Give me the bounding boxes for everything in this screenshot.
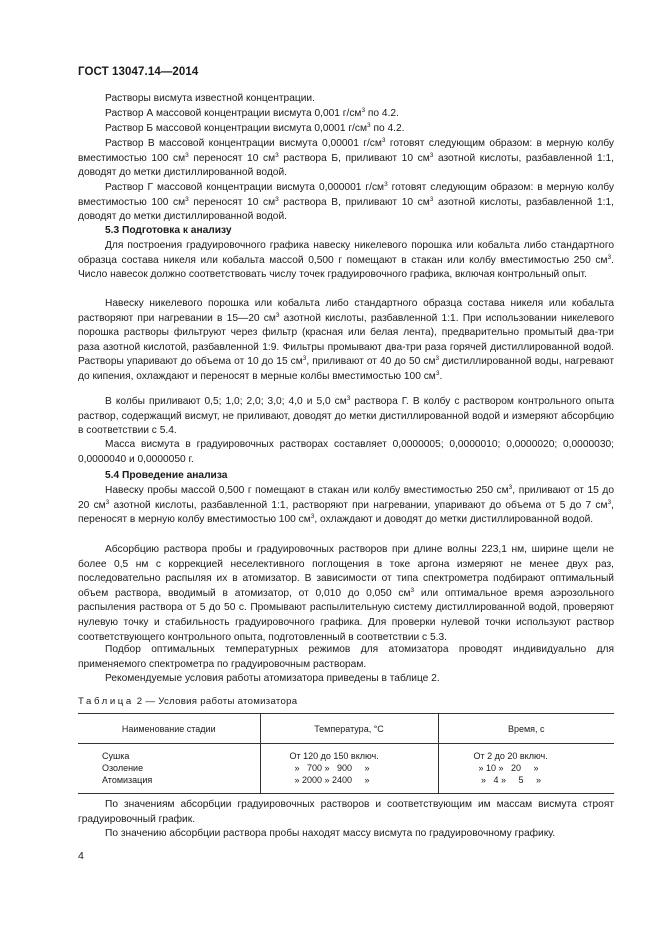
superscript-three: 3 — [275, 151, 279, 159]
table-caption-word: Таблица — [78, 696, 134, 707]
stage-cell — [78, 744, 260, 794]
paragraph: Рекомендуемые условия работы атомизатора приведены в таблице 2. — [105, 673, 440, 684]
atomizer-conditions-table — [78, 713, 614, 794]
superscript-three: 3 — [275, 195, 279, 203]
table-caption — [78, 696, 297, 707]
paragraph: Растворы висмута известной концентрации. — [105, 93, 315, 104]
superscript-three: 3 — [367, 122, 371, 129]
paragraph: Масса висмута в градуировочных растворах составляет 0,0000005; 0,0000010; 0,0000020; 0,0000030; 0,0000040 и 0,0000050 г. — [78, 439, 614, 465]
section-heading-5-4: 5.4 Проведение анализа — [105, 470, 228, 481]
superscript-three: 3 — [275, 311, 280, 319]
paragraph: Раствор Г массовой концентрации висмута 0,000001 $г/см^3$ готовят следующим образом: в мерную колбу вместимостью 100 $см^3$ переносят 10 $см^3$ раствора В, приливают 10 $см^3$ азотной кислоты, разбавленной 1:1, доводят до метки дистиллированной водой. — [78, 181, 614, 223]
superscript-three: 3 — [185, 195, 189, 203]
superscript-three: 3 — [429, 195, 434, 203]
header-stage: Наименование стадии — [78, 714, 260, 744]
superscript-three: 3 — [429, 151, 434, 159]
superscript-three: 3 — [346, 395, 351, 402]
table-header-row — [78, 714, 614, 744]
header-time: Время, с — [438, 714, 614, 744]
time-value: » 4 » 5 » — [473, 775, 542, 785]
superscript-three: 3 — [607, 498, 612, 506]
superscript-three: 3 — [310, 513, 315, 521]
temperature-value: » 2000 » 2400 » — [289, 775, 370, 785]
superscript-three: 3 — [435, 355, 440, 363]
paragraph: Раствор А массовой концентрации висмута 0,001 $г/см^3$ по 4.2. — [105, 107, 399, 119]
superscript-three: 3 — [105, 498, 110, 506]
paragraph: В колбы приливают 0,5; 1,0; 2,0; 3,0; 4,0 и 5,0 $см^3$ раствора Г. В колбу с раствором контрольного опыта раствор, содержащий висмут, не приливают, доводят до метки дистиллированной водой и измеряют абсорбцию в соответствии с 5.4. — [78, 395, 614, 437]
stage-name: Озоление — [102, 763, 144, 773]
paragraph: Раствор Б массовой концентрации висмута 0,0001 $г/см^3$ по 4.2. — [105, 122, 405, 134]
superscript-three: 3 — [435, 369, 440, 377]
paragraph: По значению абсорбции раствора пробы находят массу висмута по градуировочному графику. — [105, 828, 556, 839]
superscript-three: 3 — [410, 586, 415, 594]
paragraph: Для построения градуировочного графика навеску никелевого порошка или кобальта либо стандартного образца состава никеля или кобальта массой 0,500 г помещают в стакан или колбу вместимостью 250 $см^3$. Число навесок должно соответствовать числу точек градуировочного графика, включая контрольный опыт. — [78, 240, 614, 281]
time-cell — [438, 744, 614, 794]
paragraph: Раствор В массовой концентрации висмута 0,00001 $г/см^3$ готовят следующим образом: в мерную колбу вместимостью 100 $см^3$ переносят 10 $см^3$ раствора Б, приливают 10 $см^3$ азотной кислоты, разбавленной 1:1, доводят до метки дистиллированной водой. — [78, 137, 614, 179]
time-value: » 10 » 20 » — [473, 763, 539, 773]
superscript-three: 3 — [381, 137, 386, 144]
temperature-value: От 120 до 150 включ. — [289, 751, 379, 761]
table-row — [78, 744, 614, 794]
paragraph: Навеску пробы массой 0,500 г помещают в стакан или колбу вместимостью 250 $см^3$, приливают от 15 до 20 $см^3$ азотной кислоты, разбавленной 1:1, растворяют при нагревании, упаривают до объема от 5 до 7 $см^3$, переносят в мерную колбу вместимостью 100 $см^3$, охлаждают и доводят до метки дистиллированной водой. — [78, 484, 615, 526]
section-heading-5-3: 5.3 Подготовка к анализу — [105, 225, 232, 236]
stage-name: Сушка — [102, 751, 130, 761]
superscript-three: 3 — [302, 355, 307, 363]
superscript-three: 3 — [508, 484, 513, 491]
stage-name: Атомизация — [102, 775, 153, 785]
superscript-three: 3 — [361, 107, 366, 114]
temperature-cell — [260, 744, 438, 794]
superscript-three: 3 — [607, 253, 612, 261]
paragraph: Подбор оптимальных температурных режимов для атомизатора проводят индивидуально для применяемого спектрометра по градуировочным растворам. — [78, 644, 614, 670]
paragraph: Абсорбцию раствора пробы и градуировочных растворов при длине волны 223,1 нм, ширине щели не более 0,5 нм с коррекцией неселективного поглощения в токе аргона измеряют не менее двух раз, последовательно распыляя их в атомизатор. В зависимости от типа спектрометра подбирают оптимальный объем раствора, вводимый в атомизатор, от 0,010 до 0,050 $см^3$ или оптимальное время аэрозольного распыления раствора от 5 до 50 с. Промывают распылительную систему дистиллированной водой, проверяют нулевую точку и стабильность градуировочного графика. Для проверки нулевой точки используют раствор соответствующего контрольного опыта, подготовленный в соответствии с 5.3. — [78, 544, 614, 643]
superscript-three: 3 — [384, 181, 388, 188]
time-value: От 2 до 20 включ. — [473, 751, 548, 761]
paragraph: Навеску никелевого порошка или кобальта либо стандартного образца состава никеля или кобальта растворяют при нагревании в 15—20 $см^3$ азотной кислоты, разбавленной 1:1. При использовании никелевого порошка растворы фильтруют через фильтр (красная или белая лента), предварительно промытый два-три раза азотной кислотой, разбавленной 1:9. Фильтры промывают два-три раза горячей дистиллированной водой. Растворы упаривают до объема от 10 до 15 $см^3$, приливают от 40 до 50 $см^3$ дистиллированной воды, нагревают до кипения, охлаждают и переносят в мерные колбы вместимостью 100 $см^3$. — [78, 298, 615, 382]
table-caption-title: 2 — Условия работы атомизатора — [136, 696, 298, 707]
page-number: 4 — [78, 850, 84, 862]
temperature-value: » 700 » 900 » — [289, 763, 370, 773]
superscript-three: 3 — [185, 151, 189, 159]
header-temperature: Температура, °С — [260, 714, 438, 744]
paragraph: По значениям абсорбции градуировочных растворов и соответствующим им массам висмута строят градуировочный график. — [78, 799, 614, 825]
document-header: ГОСТ 13047.14—2014 — [78, 66, 199, 78]
